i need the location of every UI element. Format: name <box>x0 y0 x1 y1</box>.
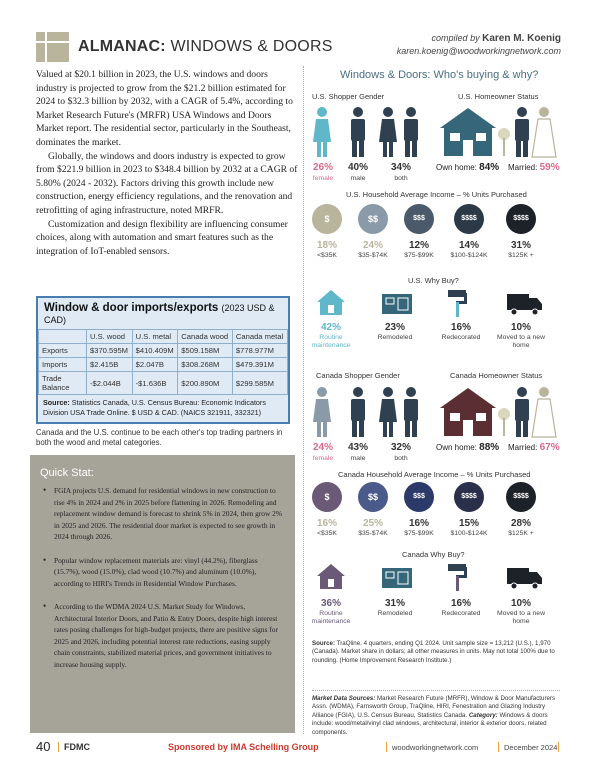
ca-female-label: female <box>312 455 334 462</box>
us-male-label: male <box>350 175 366 182</box>
intro-paragraph: Globally, the windows and doors industry is expected to grow from $221.9 billion in 2023 to $348.4 billion by 2032 at a CAGR of 5.80% (2024 - 2032). Factors driving this growth include new construction, energy efficiency regulations, and the renovation and retrofitting of aging infrastructure, noted MRFR. <box>36 150 298 216</box>
income-range: <$35K <box>317 252 337 259</box>
us-female-label: female <box>312 175 334 182</box>
table-cell: $2.415B <box>87 358 133 372</box>
table-cell: $370.595M <box>87 344 133 358</box>
why-label: Remodeled <box>377 610 413 617</box>
almanac-logo-icon <box>36 32 70 62</box>
income-range: $35-$74K <box>358 252 388 259</box>
list-item: • According to the WDMA 2024 U.S. Market Study for Windows, Architectural Interior Doors, and Patio & Entry Doors, despite high interest rates posing challenges for high-budget projects, there are positive signs for 2025 and 2026, including potential interest rate reductions, easing supply chain constraints, stabilized material prices, and government initiatives to increase housing supply. <box>40 601 285 670</box>
page-footer <box>36 739 561 756</box>
couple-figure-icon <box>378 386 422 438</box>
row-label: Imports <box>39 358 87 372</box>
table-cell: $479.391M <box>232 358 287 372</box>
ca-income-label: Canada Household Average Income – % Units Purchased <box>338 470 531 479</box>
us-female-pct: 26% <box>312 162 333 173</box>
table-cell: $200.890M <box>178 372 233 395</box>
trade-table-title: Window & door imports/exports (2023 USD & CAD) <box>44 302 275 325</box>
table-cell: -$2.044B <box>87 372 133 395</box>
intro-paragraph: Valued at $20.1 billion in 2023, the U.S. windows and doors industry is projected to grow from the $21.2 billion estimated for 2024 to $32.3 billion by 2032, with a CAGR of 5.4%, according to Market Research Future's (MRFR) USA Windows and Doors Market report. The residential sector, particularly in the Southeast, dominates the market. <box>36 69 293 148</box>
male-figure-icon <box>348 386 368 438</box>
us-income-label: U.S. Household Average Income – % Units Purchased <box>346 190 527 199</box>
couple-figure-icon <box>378 106 422 158</box>
ca-gender-label: Canada Shopper Gender <box>316 371 400 380</box>
house-icon <box>438 106 498 158</box>
table-cell: $308.268M <box>178 358 233 372</box>
income-range: $75-$99K <box>404 252 434 259</box>
income-pct: 25% <box>362 518 383 529</box>
column-header: Canada wood <box>178 330 233 344</box>
column-divider <box>303 66 304 734</box>
table-cell: $509.158M <box>178 344 233 358</box>
female-figure-icon <box>312 386 332 438</box>
income-pct: 16% <box>316 518 337 529</box>
dollar-circle-icon: $$$$ <box>454 482 484 512</box>
table-cell: $410.409M <box>132 344 178 358</box>
trade-table-box <box>36 296 290 424</box>
tree-icon <box>498 126 510 158</box>
why-pct: 16% <box>450 598 471 609</box>
trade-table <box>38 329 288 395</box>
income-pct: 16% <box>408 518 429 529</box>
dollar-circle-icon: $$ <box>358 204 388 234</box>
income-range: $125K + <box>508 530 534 537</box>
why-label: Redecorated <box>441 610 481 617</box>
income-pct: 12% <box>408 240 429 251</box>
dollar-circle-icon: $ <box>312 204 342 234</box>
why-pct: 31% <box>384 598 405 609</box>
us-gender-label: U.S. Shopper Gender <box>312 92 385 101</box>
ca-both-label: both <box>394 455 408 462</box>
ca-female-pct: 24% <box>312 442 333 453</box>
income-pct: 31% <box>510 240 531 251</box>
paint-roller-icon <box>446 288 470 323</box>
column-header: Canada metal <box>232 330 287 344</box>
dollar-circle-icon: $$$$ <box>454 204 484 234</box>
row-label: Trade Balance <box>39 372 87 395</box>
us-why-label: U.S. Why Buy? <box>408 276 459 285</box>
dollar-circle-icon: $$$$ <box>506 482 536 512</box>
ca-male-pct: 43% <box>347 442 368 453</box>
income-pct: 18% <box>316 240 337 251</box>
why-pct: 10% <box>510 322 531 333</box>
income-pct: 15% <box>458 518 479 529</box>
why-pct: 16% <box>450 322 471 333</box>
income-pct: 28% <box>510 518 531 529</box>
quick-stat-title: Quick Stat: <box>40 467 94 479</box>
income-range: $100-$124K <box>450 530 488 537</box>
male-figure-icon <box>348 106 368 158</box>
ca-male-label: male <box>350 455 366 462</box>
married-couple-icon <box>511 106 557 158</box>
dollar-circle-icon: $$$ <box>404 482 434 512</box>
us-both-pct: 34% <box>390 162 411 173</box>
intro-paragraph: Customization and design flexibility are influencing consumer choices, along with automation and smart features such as the integration of IoT-enabled sensors. <box>36 218 288 257</box>
table-row <box>39 372 288 395</box>
sponsor-line: Sponsored by IMA Schelling Group <box>168 742 319 752</box>
us-homeowner-label: U.S. Homeowner Status <box>458 92 539 101</box>
blueprint-icon <box>380 562 414 595</box>
paint-roller-icon <box>446 562 470 597</box>
page-number: 40 <box>36 739 51 754</box>
income-range: $125K + <box>508 252 534 259</box>
infographic <box>308 66 561 641</box>
list-item: • FGIA projects U.S. demand for residential windows in new construction to rise 4% in 2024 and 2% in 2025 before flattening in 2026. Remodeling and replacement window demand is forecast to shrink 5% in 2024, then grow 2% in 2025 and 2026. The residential door market is expected to see growth in 2024 through 2026. <box>40 485 285 543</box>
table-row <box>39 358 288 372</box>
why-pct: 42% <box>320 322 341 333</box>
infographic-source: Source: TraQline. 4 quarters, ending Q1 2024. Unit sample size = 13,212 (U.S.), 1,970 (Canada). Market share in dollars; all other measures in units. May not total 100% due to rounding. (Home Improvement Research Institute.) <box>312 640 555 664</box>
us-married: Married: 59% <box>508 162 560 173</box>
dollar-circle-icon: $$ <box>358 482 388 512</box>
dollar-circle-icon: $$$$ <box>506 204 536 234</box>
table-cell: -$1.636B <box>132 372 178 395</box>
tree-icon <box>498 406 510 438</box>
quick-stat-list <box>40 485 285 670</box>
list-item: • Popular window replacement materials are: vinyl (44.2%), fiberglass (15.7%), wood (15.0%), clad wood (10.7%) and aluminum (10.0%), according to HIRI's Trends in Residential Window Purchases. <box>40 555 285 590</box>
female-figure-icon <box>312 106 332 158</box>
page-title: ALMANAC: WINDOWS & DOORS <box>78 38 333 55</box>
income-range: $100-$124K <box>450 252 488 259</box>
moving-truck-icon <box>506 288 544 321</box>
table-cell: $778.977M <box>232 344 287 358</box>
ca-homeowner-label: Canada Homeowner Status <box>450 371 543 380</box>
site-link[interactable]: woodworkingnetwork.com <box>392 743 479 752</box>
us-own-home: Own home: 84% <box>436 162 500 173</box>
ca-why-label: Canada Why Buy? <box>402 550 465 559</box>
column-header: U.S. metal <box>132 330 178 344</box>
why-label: Moved to a new home <box>497 610 545 625</box>
byline: compiled by Karen M. Koenig karen.koenig@woodworkingnetwork.com <box>396 33 561 56</box>
page-header <box>36 30 561 66</box>
us-male-pct: 40% <box>347 162 368 173</box>
blueprint-icon <box>380 288 414 321</box>
wrench-house-icon <box>316 288 346 321</box>
table-row <box>39 344 288 358</box>
intro-article <box>36 68 298 258</box>
moving-truck-icon <box>506 562 544 595</box>
married-couple-icon <box>511 386 557 438</box>
us-both-label: both <box>394 175 408 182</box>
why-pct: 36% <box>320 598 341 609</box>
table-cell: $299.585M <box>232 372 287 395</box>
why-pct: 10% <box>510 598 531 609</box>
row-label: Exports <box>39 344 87 358</box>
trade-source: Source: Statistics Canada, U.S. Census Bureau: Economic Indicators Division USA Trade Online. $ USD & CAD. (NAICS 321911, 332321) <box>43 398 266 417</box>
why-label: Moved to a new home <box>497 334 545 349</box>
magazine-name: FDMC <box>64 742 90 752</box>
issue-date: December 2024 <box>504 743 558 752</box>
ca-married: Married: 67% <box>508 442 560 453</box>
dollar-circle-icon: $$$ <box>404 204 434 234</box>
income-range: $35-$74K <box>358 530 388 537</box>
table-header-row <box>39 330 288 344</box>
infographic-title: Windows & Doors: Who's buying & why? <box>340 69 539 81</box>
why-label: Redecorated <box>441 334 481 341</box>
ca-both-pct: 32% <box>390 442 411 453</box>
dollar-circle-icon: $ <box>312 482 342 512</box>
market-data-sources: Market Data Sources: Market Research Future (MRFR), Window & Door Manufacturers Assn. (WDMA), Farnsworth Group, TraQline, HIRI, Fenestration and Glazing Industry Alliance (FGIA), U.S. Census Bureau, Statistics Canada. Category: Windows & doors include: wood/metal/vinyl clad windows, architectural, interior & exterior doors, related components. <box>312 690 560 737</box>
income-range: $75-$99K <box>404 530 434 537</box>
why-label: Routine maintenance <box>311 610 351 625</box>
income-pct: 24% <box>362 240 383 251</box>
ca-own-home: Own home: 88% <box>436 442 500 453</box>
why-pct: 23% <box>384 322 405 333</box>
table-cell: $2.047B <box>132 358 178 372</box>
house-icon <box>438 386 498 438</box>
trade-caption: Canada and the U.S. continue to be each other's top trading partners in both the wood and metal categories. <box>36 428 283 447</box>
column-header: U.S. wood <box>87 330 133 344</box>
wrench-house-icon <box>316 562 346 595</box>
quick-stat-box <box>30 455 295 733</box>
why-label: Remodeled <box>377 334 413 341</box>
why-label: Routine maintenance <box>311 334 351 349</box>
income-range: <$35K <box>317 530 337 537</box>
income-pct: 14% <box>458 240 479 251</box>
author-email[interactable]: karen.koenig@woodworkingnetwork.com <box>396 46 561 56</box>
